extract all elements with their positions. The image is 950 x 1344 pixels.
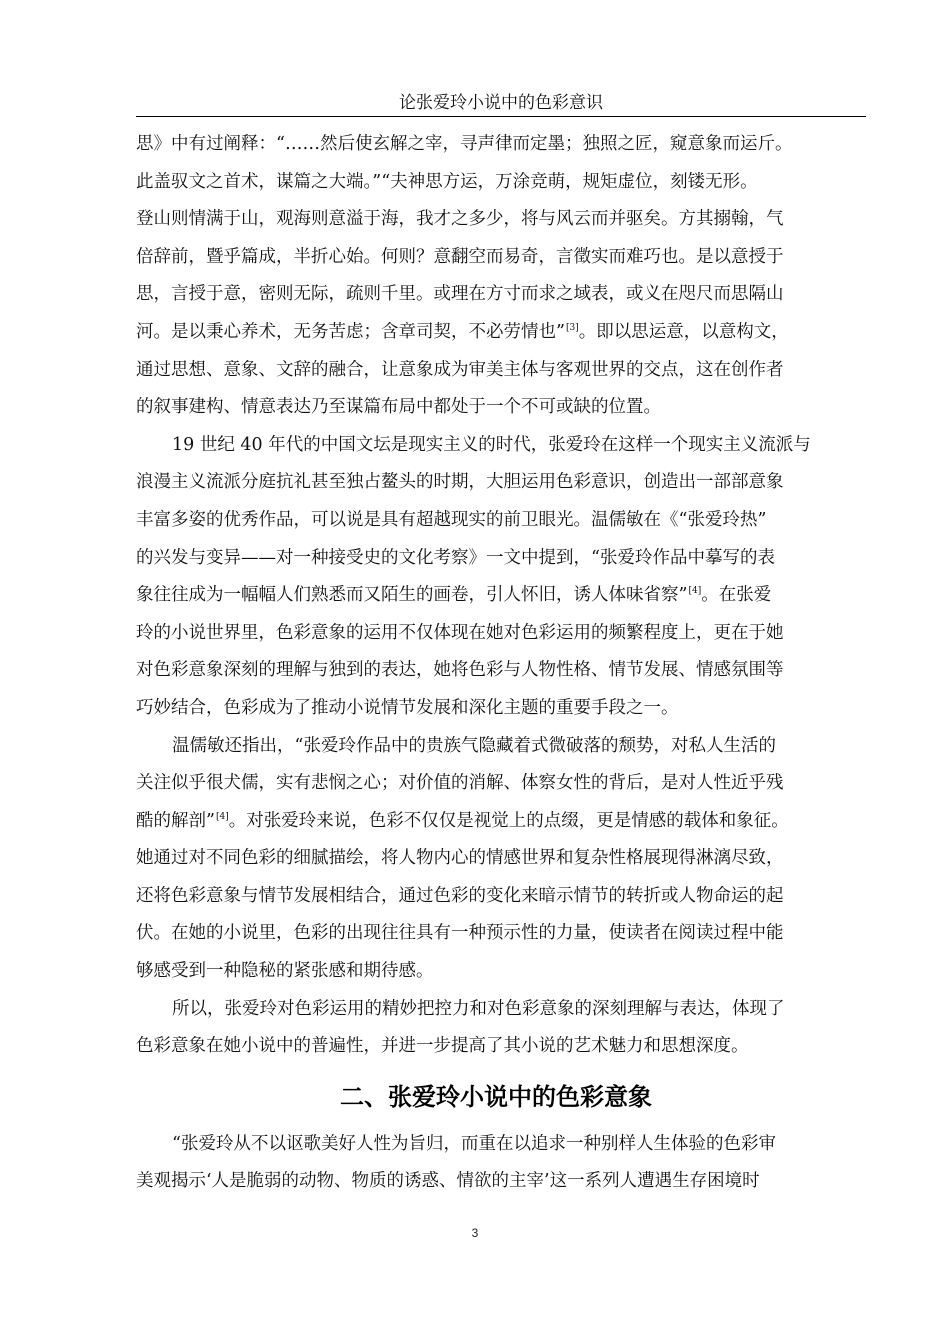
paragraph-5 (136, 1126, 856, 1201)
paragraph-2 (136, 427, 856, 728)
text-line: 19 世纪 40 年代的中国文坛是现实主义的时代，张爱玲在这样一个现实主义流派与 (172, 434, 811, 455)
text-line: 还将色彩意象与情节发展相结合，通过色彩的变化来暗示情节的转折或人物命运的起 (136, 885, 784, 906)
section-heading: 二、张爱玲小说中的色彩意象 (340, 1082, 652, 1111)
text-line: 的叙事建构、情意表达乃至谋篇布局中都处于一个不可或缺的位置。 (136, 397, 661, 418)
text-segment: 河。是以秉心养术，无务苦虑；含章司契，不必劳情也” (136, 321, 565, 342)
text-line: 丰富多姿的优秀作品，可以说是具有超越现实的前卫眼光。温儒敏在《“张爱玲热” (136, 509, 767, 530)
text-line: 她通过对不同色彩的细腻描绘，将人物内心的情感世界和复杂性格展现得淋漓尽致， (136, 848, 784, 869)
text-segment: 象往往成为一幅幅人们熟悉而又陌生的画卷，引人怀旧，诱人体味省察” (136, 585, 688, 606)
citation-ref: [4] (688, 586, 702, 597)
text-line: 巧妙结合，色彩成为了推动小说情节发展和深化主题的重要手段之一。 (136, 697, 679, 718)
text-line (136, 577, 856, 615)
text-line: 够感受到一种隐秘的紧张感和期待感。 (136, 961, 434, 982)
text-line: 思》中有过阐释：“……然后使玄解之宰，寻声律而定墨；独照之匠，窥意象而运斤。 (136, 134, 793, 154)
text-line: 所以，张爱玲对色彩运用的精妙把控力和对色彩意象的深刻理解与表达，体现了 (172, 998, 785, 1019)
body-text (136, 126, 856, 1201)
paragraph-1 (136, 126, 856, 427)
text-line: 关注似乎很犬儒，实有悲悯之心；对价值的消解、体察女性的背后，是对人性近乎残 (136, 773, 784, 794)
text-segment: 。即以思运意，以意构文， (578, 321, 789, 342)
text-line: 玲的小说世界里，色彩意象的运用不仅体现在她对色彩运用的频繁程度上，更在于她 (136, 622, 784, 643)
text-segment: 。在张爱 (701, 585, 772, 606)
text-line: 倍辞前，暨乎篇成，半折心始。何则？意翻空而易奇，言徵实而难巧也。是以意授于 (136, 246, 784, 267)
text-line: 通过思想、意象、文辞的融合，让意象成为审美主体与客观世界的交点，这在创作者 (136, 359, 784, 380)
text-line: 浪漫主义流派分庭抗礼甚至独占鳌头的时期，大胆运用色彩意识，创造出一部部意象 (136, 472, 784, 493)
text-line (136, 314, 856, 352)
text-segment: 。对张爱玲来说，色彩不仅仅是视觉上的点缀，更是情感的载体和象征。 (228, 810, 789, 831)
text-segment: 酷的解剖” (136, 810, 215, 831)
citation-ref: [4] (215, 811, 229, 822)
header-rule (136, 116, 866, 117)
text-line: 对色彩意象深刻的理解与独到的表达，她将色彩与人物性格、情节发展、情感氛围等 (136, 660, 784, 681)
text-line: 登山则情满于山，观海则意溢于海，我才之多少，将与风云而并驱矣。方其搦翰，气 (136, 209, 784, 230)
paragraph-4 (136, 991, 856, 1066)
text-line (136, 803, 856, 841)
text-line: “张爱玲从不以讴歌美好人性为旨归，而重在以追求一种别样人生体验的色彩审 (172, 1133, 776, 1154)
page-number: 3 (471, 1226, 479, 1240)
text-line: 温儒敏还指出，“张爱玲作品中的贵族气隐藏着式微破落的颓势，对私人生活的 (172, 735, 776, 756)
text-line: 美观揭示‘人是脆弱的动物、物质的诱惑、情欲的主宰’这一系列人遭遇生存困境时 (136, 1171, 760, 1192)
text-line: 色彩意象在她小说中的普遍性，并进一步提高了其小说的艺术魅力和思想深度。 (136, 1036, 749, 1057)
text-line: 此盖驭文之首术，谋篇之大端。”“夫神思方运，万涂竞萌，规矩虚位，刻镂无形。 (136, 171, 758, 192)
text-line: 伏。在她的小说里，色彩的出现往往具有一种预示性的力量，使读者在阅读过程中能 (136, 923, 784, 944)
text-line: 思，言授于意，密则无际，疏则千里。或理在方寸而求之域表，或义在咫尺而思隔山 (136, 284, 784, 305)
running-header: 论张爱玲小说中的色彩意识 (399, 93, 603, 113)
text-line: 的兴发与变异——对一种接受史的文化考察》一文中提到，“张爱玲作品中摹写的表 (136, 547, 775, 568)
citation-ref: [3] (565, 322, 579, 333)
paragraph-3 (136, 728, 856, 991)
